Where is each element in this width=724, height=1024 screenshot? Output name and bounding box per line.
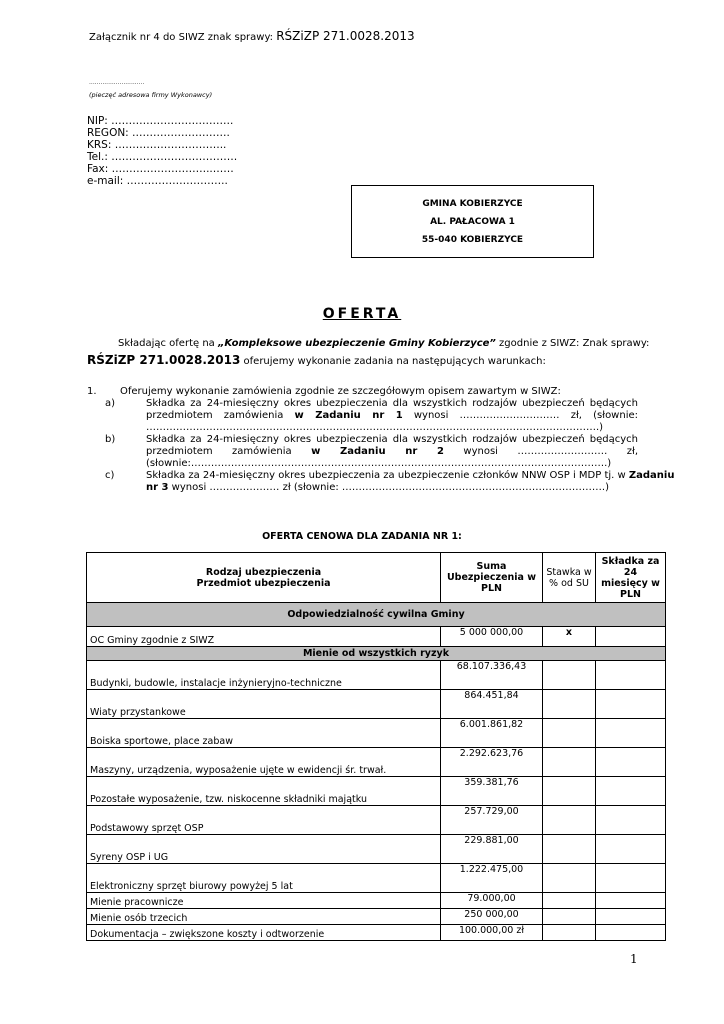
item-a-line-1: Składka za 24-miesięczny okres ubezpieczenia dla wszystkich rodzajów ubezpieczeń będących bbox=[146, 398, 638, 409]
row-sum: 1.222.475,00 bbox=[441, 864, 543, 893]
intro-subject: „Kompleksowe ubezpieczenie Gminy Kobierzyce” bbox=[217, 338, 496, 349]
item-c-task-2: nr 3 bbox=[146, 482, 169, 493]
table-row bbox=[87, 806, 666, 835]
item-c-label: c) bbox=[105, 470, 115, 481]
table-row bbox=[87, 835, 666, 864]
table-row bbox=[87, 909, 666, 925]
recipient-line-3: 55-040 KOBIERZYCE bbox=[421, 235, 524, 245]
item-lead: Oferujemy wykonanie zamówienia zgodnie ze szczegółowym opisem zawartym w SIWZ: bbox=[120, 386, 561, 397]
table-row bbox=[87, 925, 666, 941]
item-c-line-2 bbox=[146, 482, 609, 493]
row-sum: 229.881,00 bbox=[441, 835, 543, 864]
recipient-line-2: AL. PAŁACOWA 1 bbox=[430, 217, 515, 227]
item-b-text-2: wynosi ……………………… zł, bbox=[444, 446, 639, 457]
table-header-row bbox=[87, 553, 666, 603]
row-sum: 250 000,00 bbox=[441, 909, 543, 925]
row-name: OC Gminy zgodnie z SIWZ bbox=[87, 627, 441, 647]
intro-line-2 bbox=[87, 353, 546, 367]
row-name: Mienie osób trzecich bbox=[87, 909, 441, 925]
row-sum: 100.000,00 zł bbox=[441, 925, 543, 941]
table-caption: OFERTA CENOWA DLA ZADANIA NR 1: bbox=[262, 531, 462, 542]
row-name: Wiaty przystankowe bbox=[87, 690, 441, 719]
intro-line-1 bbox=[118, 338, 650, 349]
header-rate: Stawka w % od SU bbox=[543, 553, 596, 603]
row-premium[interactable] bbox=[596, 893, 666, 909]
row-rate[interactable] bbox=[543, 719, 596, 748]
item-a-line-3: ……………………………………………………………………………………………………………………….) bbox=[146, 422, 604, 433]
row-rate[interactable] bbox=[543, 909, 596, 925]
row-name: Boiska sportowe, place zabaw bbox=[87, 719, 441, 748]
row-sum: 2.292.623,76 bbox=[441, 748, 543, 777]
table-row bbox=[87, 777, 666, 806]
section-liability: Odpowiedzialność cywilna Gminy bbox=[87, 603, 666, 627]
fax-field: Fax: ………………………..…… bbox=[87, 163, 234, 175]
item-c-text-2: wynosi ………………… zł (słownie: …………………………………………………………………….) bbox=[168, 482, 609, 493]
row-sum: 79.000,00 bbox=[441, 893, 543, 909]
seal-dots: ............................. bbox=[89, 79, 145, 86]
row-rate[interactable] bbox=[543, 835, 596, 864]
header-text-2: Przedmiot ubezpieczenia bbox=[196, 577, 331, 589]
row-rate[interactable] bbox=[543, 806, 596, 835]
item-b-line-2 bbox=[146, 446, 638, 457]
row-name: Dokumentacja – zwiększone koszty i odtworzenie bbox=[87, 925, 441, 941]
section-row-liability bbox=[87, 603, 666, 627]
item-b-text: przedmiotem zamówienia bbox=[146, 446, 312, 457]
row-premium[interactable] bbox=[596, 690, 666, 719]
header-sum-insured: Suma Ubezpieczenia w PLN bbox=[441, 553, 543, 603]
seal-label: (pieczęć adresowa firmy Wykonawcy) bbox=[89, 91, 213, 99]
row-premium[interactable] bbox=[596, 864, 666, 893]
header-premium: Składka za 24 miesięcy w PLN bbox=[596, 553, 666, 603]
item-a-line-2 bbox=[146, 410, 638, 421]
row-rate[interactable] bbox=[543, 748, 596, 777]
table-row bbox=[87, 893, 666, 909]
item-a-text-2: wynosi ………………………… zł, (słownie: bbox=[402, 410, 638, 421]
row-premium[interactable] bbox=[596, 661, 666, 690]
item-c-line-1 bbox=[146, 470, 675, 481]
row-premium[interactable] bbox=[596, 748, 666, 777]
item-b-task: w Zadaniu nr 2 bbox=[311, 446, 444, 457]
item-b-label: b) bbox=[105, 434, 116, 445]
row-premium[interactable] bbox=[596, 835, 666, 864]
table-row bbox=[87, 864, 666, 893]
row-rate[interactable] bbox=[543, 925, 596, 941]
email-field: e-mail: ……………………….. bbox=[87, 175, 228, 187]
page-title: OFERTA bbox=[322, 306, 402, 322]
row-name: Mienie pracownicze bbox=[87, 893, 441, 909]
recipient-address-box bbox=[351, 185, 594, 258]
row-rate[interactable] bbox=[543, 777, 596, 806]
intro-text: Składając ofertę na bbox=[118, 338, 218, 349]
case-number: RŚZiZP 271.0028.2013 bbox=[276, 29, 415, 43]
table-row bbox=[87, 748, 666, 777]
tel-field: Tel.: ……………………………… bbox=[87, 151, 238, 163]
row-name: Elektroniczny sprzęt biurowy powyżej 5 lat bbox=[87, 864, 441, 893]
row-sum: 68.107.336,43 bbox=[441, 661, 543, 690]
intro-case-number: RŚZiZP 271.0028.2013 bbox=[87, 353, 241, 367]
row-sum: 864.451,84 bbox=[441, 690, 543, 719]
regon-field: REGON: ………………………. bbox=[87, 127, 230, 139]
row-name: Podstawowy sprzęt OSP bbox=[87, 806, 441, 835]
row-name: Syreny OSP i UG bbox=[87, 835, 441, 864]
item-a-task: w Zadaniu nr 1 bbox=[294, 410, 403, 421]
header-insurance-type bbox=[87, 553, 441, 603]
row-sum: 359.381,76 bbox=[441, 777, 543, 806]
table-row bbox=[87, 661, 666, 690]
price-offer-table bbox=[86, 552, 666, 941]
page-number: 1 bbox=[630, 952, 638, 966]
intro-text-3: oferujemy wykonanie zadania na następujących warunkach: bbox=[240, 356, 546, 367]
row-rate[interactable] bbox=[543, 690, 596, 719]
item-number: 1. bbox=[87, 386, 97, 397]
nip-field: NIP: …………………….………. bbox=[87, 115, 234, 127]
row-name: Pozostałe wyposażenie, tzw. niskocenne składniki majątku bbox=[87, 777, 441, 806]
row-premium[interactable] bbox=[596, 806, 666, 835]
header-text: Rodzaj ubezpieczenia bbox=[205, 566, 322, 578]
item-c-text: Składka za 24-miesięczny okres ubezpieczenia za ubezpieczenie członków NNW OSP i MDP tj. w bbox=[146, 470, 629, 481]
row-premium[interactable] bbox=[596, 627, 666, 647]
row-premium[interactable] bbox=[596, 777, 666, 806]
row-sum: 5 000 000,00 bbox=[441, 627, 543, 647]
row-sum: 257.729,00 bbox=[441, 806, 543, 835]
item-b-line-1: Składka za 24-miesięczny okres ubezpieczenia dla wszystkich rodzajów ubezpieczeń będących bbox=[146, 434, 638, 445]
section-row-property bbox=[87, 647, 666, 661]
krs-field: KRS: ………………………….. bbox=[87, 139, 227, 151]
row-name: Budynki, budowle, instalacje inżynieryjno-techniczne bbox=[87, 661, 441, 690]
row-sum: 6.001.861,82 bbox=[441, 719, 543, 748]
table-row bbox=[87, 690, 666, 719]
row-rate[interactable] bbox=[543, 661, 596, 690]
row-premium[interactable] bbox=[596, 925, 666, 941]
section-property: Mienie od wszystkich ryzyk bbox=[87, 647, 666, 661]
intro-text-2: zgodnie z SIWZ: Znak sprawy: bbox=[495, 338, 650, 349]
row-rate: x bbox=[543, 627, 596, 647]
row-rate[interactable] bbox=[543, 893, 596, 909]
row-name: Maszyny, urządzenia, wyposażenie ujęte w ewidencji śr. trwał. bbox=[87, 748, 441, 777]
item-c-task: Zadaniu bbox=[628, 470, 675, 481]
attachment-label: Załącznik nr 4 do SIWZ znak sprawy: bbox=[89, 32, 274, 43]
table-row bbox=[87, 627, 666, 647]
row-premium[interactable] bbox=[596, 719, 666, 748]
item-b-line-3: (słownie:…………………………………………………………………………………………….……………….) bbox=[146, 458, 612, 469]
recipient-line-1: GMINA KOBIERZYCE bbox=[422, 199, 523, 209]
row-rate[interactable] bbox=[543, 864, 596, 893]
row-premium[interactable] bbox=[596, 909, 666, 925]
item-a-label: a) bbox=[105, 398, 116, 409]
table-row bbox=[87, 719, 666, 748]
item-a-text: przedmiotem zamówienia bbox=[146, 410, 295, 421]
document-header bbox=[89, 29, 415, 43]
